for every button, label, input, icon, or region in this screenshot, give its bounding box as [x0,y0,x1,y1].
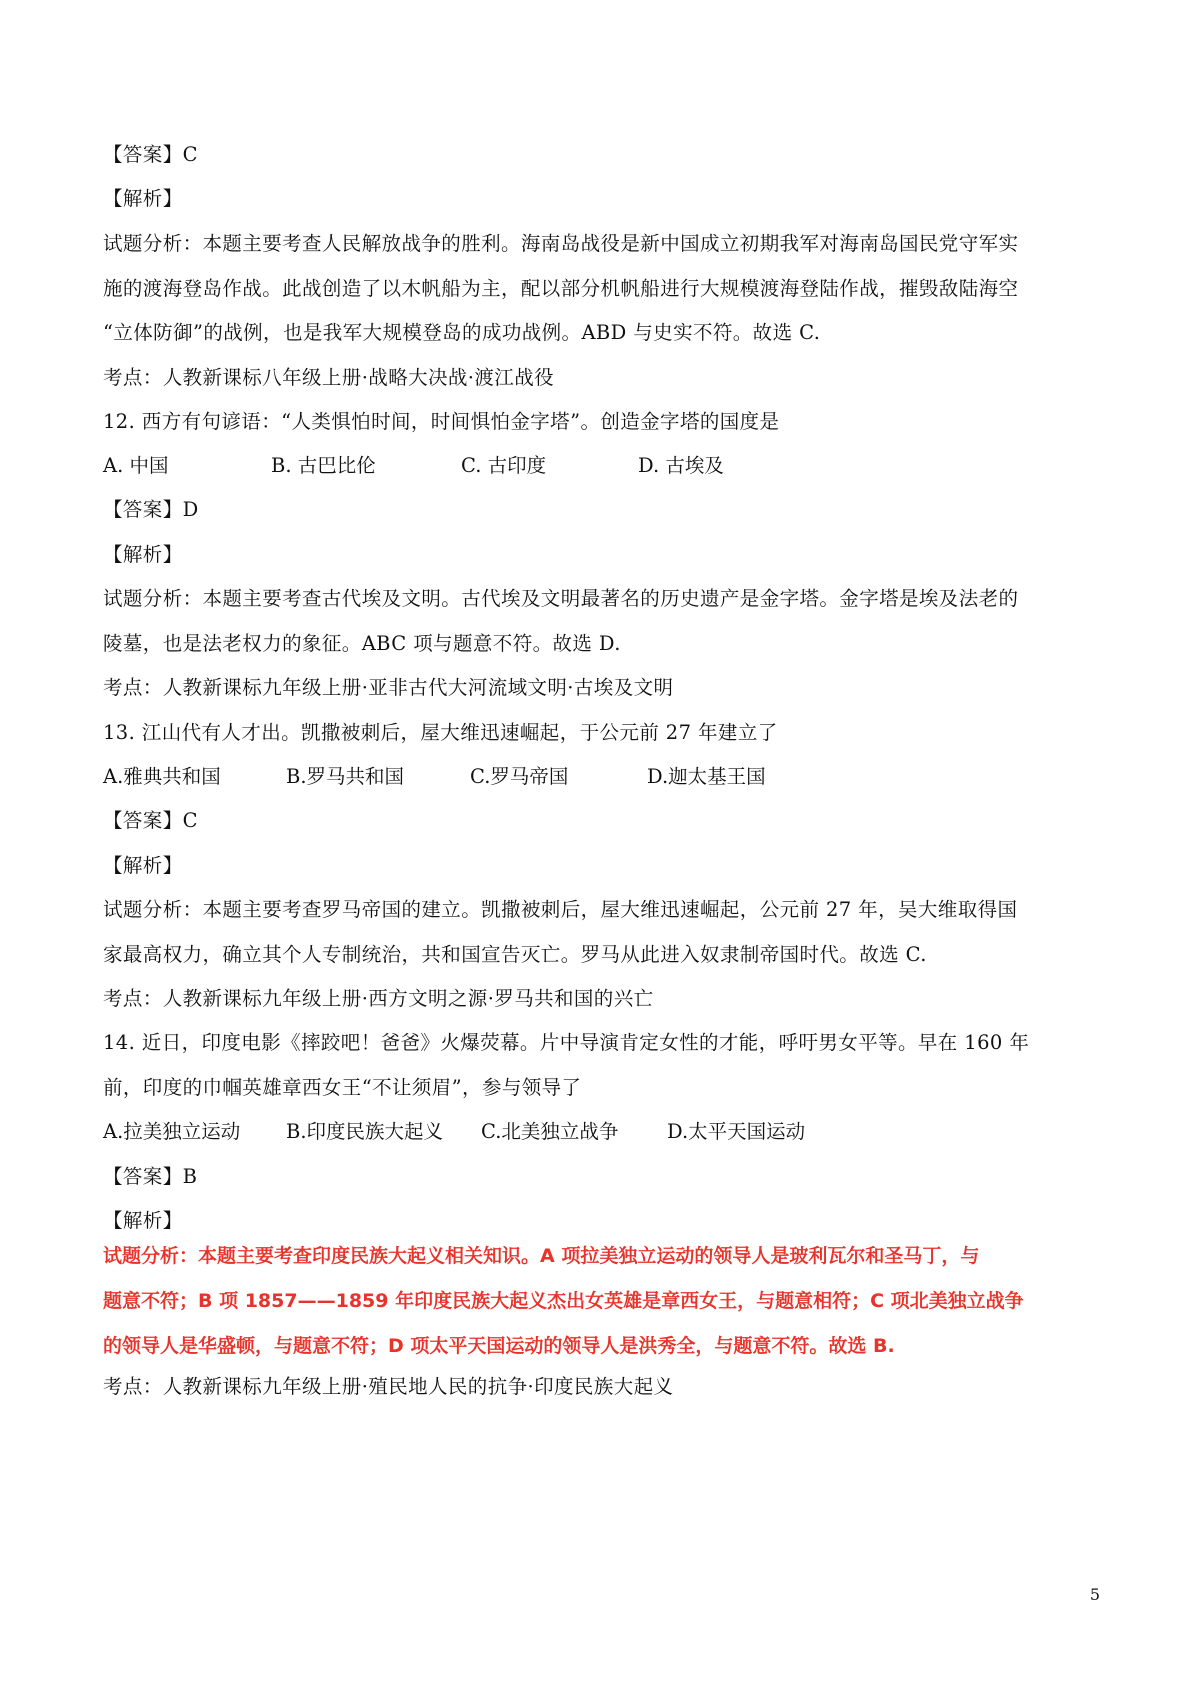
analysis-text: 试题分析：本题主要考查人民解放战争的胜利。海南岛战役是新中国成立初期我军对海南岛国民党守军实 [103,232,1019,255]
analysis-text: 试题分析：本题主要考查古代埃及文明。古代埃及文明最著名的历史遗产是金字塔。金字塔是埃及法老的 [103,587,1019,610]
analysis-text: 陵墓，也是法老权力的象征。ABC 项与题意不符。故选 D. [103,632,621,655]
analysis-text: “立体防御”的战例，也是我军大规模登岛的成功战例。ABD 与史实不符。故选 C. [103,321,821,344]
analysis-label: 【解析】 [103,854,183,877]
analysis-text: 家最高权力，确立其个人专制统治，共和国宣告灭亡。罗马从此进入奴隶制帝国时代。故选 C. [103,943,927,966]
analysis-text: 施的渡海登岛作战。此战创造了以木帆船为主，配以部分机帆船进行大规模渡海登陆作战，摧毁敌陆海空 [103,277,1019,300]
analysis-text-highlighted: 试题分析：本题主要考查印度民族大起义相关知识。A 项拉美独立运动的领导人是玻利瓦尔和圣马丁，与 [103,1245,980,1267]
analysis-text-highlighted: 的领导人是华盛顿，与题意不符；D 项太平天国运动的领导人是洪秀全，与题意不符。故选 B. [103,1335,895,1357]
option-b: B. 古巴比伦 [271,454,376,477]
answer-label: 【答案】D [103,498,199,521]
option-b: B.罗马共和国 [286,765,405,788]
analysis-label: 【解析】 [103,543,183,566]
option-d: D. 古埃及 [638,454,724,477]
option-d: D.太平天国运动 [667,1120,806,1143]
answer-label: 【答案】C [103,143,198,166]
analysis-text: 试题分析：本题主要考查罗马帝国的建立。凯撒被刺后，屋大维迅速崛起，公元前 27 年，吴大维取得国 [103,898,1018,921]
question-12: 12. 西方有句谚语：“人类惧怕时间，时间惧怕金字塔”。创造金字塔的国度是 [103,410,780,433]
knowledge-point: 考点：人教新课标九年级上册·亚非古代大河流域文明·古埃及文明 [103,676,674,699]
knowledge-point: 考点：人教新课标九年级上册·殖民地人民的抗争·印度民族大起义 [103,1375,674,1398]
option-a: A.拉美独立运动 [103,1120,241,1143]
answer-label: 【答案】C [103,809,198,832]
option-a: A. 中国 [103,454,169,477]
option-a: A.雅典共和国 [103,765,221,788]
option-c: C.北美独立战争 [481,1120,619,1143]
analysis-label: 【解析】 [103,1209,183,1232]
analysis-label: 【解析】 [103,187,183,210]
knowledge-point: 考点：人教新课标九年级上册·西方文明之源·罗马共和国的兴亡 [103,987,654,1010]
knowledge-point: 考点：人教新课标八年级上册·战略大决战·渡江战役 [103,366,554,389]
question-14: 前，印度的巾帼英雄章西女王“不让须眉”，参与领导了 [103,1076,582,1099]
answer-label: 【答案】B [103,1165,198,1188]
option-c: C.罗马帝国 [470,765,569,788]
option-c: C. 古印度 [461,454,547,477]
question-14: 14. 近日，印度电影《摔跤吧！爸爸》火爆荧幕。片中导演肯定女性的才能，呼吁男女平等。早在 160 年 [103,1031,1030,1054]
page-number: 5 [1089,1585,1100,1604]
analysis-text-highlighted: 题意不符；B 项 1857——1859 年印度民族大起义杰出女英雄是章西女王，与题意相符；C 项北美独立战争 [103,1290,1024,1312]
option-b: B.印度民族大起义 [286,1120,444,1143]
option-d: D.迦太基王国 [647,765,766,788]
question-13: 13. 江山代有人才出。凯撒被刺后，屋大维迅速崛起，于公元前 27 年建立了 [103,721,778,744]
